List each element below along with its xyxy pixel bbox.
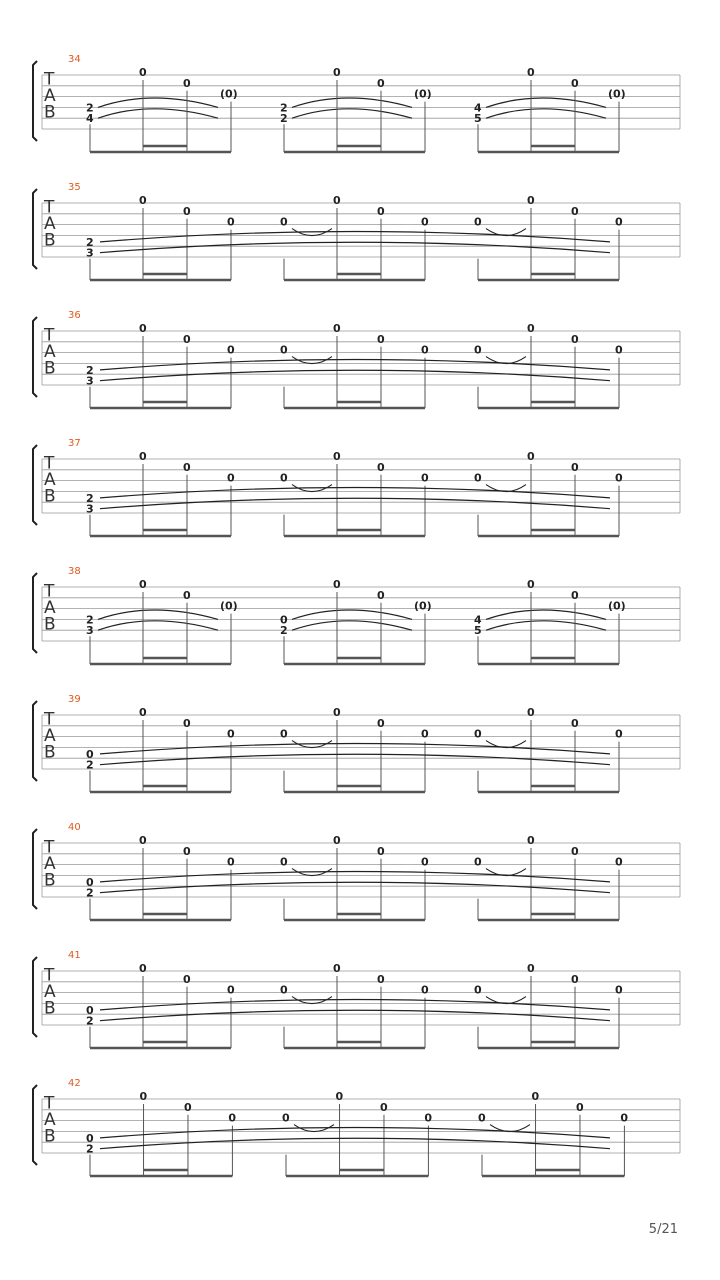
fret-number: 0 (571, 716, 579, 730)
tab-clef-letter-t: T (44, 197, 55, 218)
slur-arc (100, 1127, 610, 1137)
fret-number: 0 (527, 834, 535, 847)
fret-number: 0 (280, 727, 288, 741)
fret-number: 2 (86, 1142, 94, 1156)
fret-number: 0 (86, 747, 94, 761)
fret-number: 0 (527, 962, 535, 975)
fret-number: 4 (474, 101, 482, 115)
system-bracket (33, 957, 37, 1037)
fret-number: 0 (280, 471, 288, 485)
fret-number: 0 (527, 194, 535, 207)
fret-number: 0 (527, 578, 535, 591)
fret-number: 0 (333, 962, 341, 975)
tie-arc (98, 621, 218, 630)
tie-arc (292, 98, 412, 107)
fret-number: 0 (333, 450, 341, 463)
fret-number: 0 (227, 983, 235, 997)
fret-number: 0 (280, 613, 288, 627)
fret-number: 0 (183, 588, 191, 602)
fret-number: 0 (421, 215, 429, 229)
tab-clef-letter-t: T (44, 837, 55, 858)
system-bracket (33, 829, 37, 909)
fret-number: 0 (139, 450, 147, 463)
fret-number: 0 (86, 875, 94, 889)
fret-number: 0 (227, 471, 235, 485)
fret-number: 0 (139, 66, 147, 79)
fret-number: 0 (421, 471, 429, 485)
fret-number: 0 (227, 855, 235, 869)
fret-number: 0 (620, 1111, 629, 1125)
tie-arc (486, 109, 606, 118)
fret-number: 0 (227, 215, 235, 229)
tab-clef-letter-b: B (44, 358, 56, 379)
measure-number: 39 (68, 694, 81, 705)
tie-arc (292, 109, 412, 118)
fret-number: 0 (615, 343, 623, 357)
fret-number: 0 (421, 727, 429, 741)
slur-arc (100, 242, 610, 252)
tab-clef-letter-a: A (44, 470, 56, 491)
system-bracket (33, 189, 37, 269)
fret-number: 0 (377, 588, 385, 602)
fret-number: 0 (527, 66, 535, 79)
fret-number: 0 (474, 983, 482, 997)
tab-clef-letter-a: A (44, 342, 56, 363)
fret-number: (0) (608, 599, 626, 613)
tie-arc (486, 610, 606, 619)
fret-number: (0) (220, 87, 238, 101)
slur-arc (100, 370, 610, 380)
fret-number: 0 (571, 972, 579, 986)
fret-number: 0 (379, 1100, 388, 1114)
fret-number: 4 (474, 613, 482, 627)
tab-clef-letter-t: T (44, 325, 55, 346)
slur-arc (100, 487, 610, 497)
fret-number: 0 (421, 855, 429, 869)
tab-clef-letter-b: B (44, 998, 56, 1019)
fret-number: 0 (615, 471, 623, 485)
system-bracket (33, 445, 37, 525)
measure-number: 34 (68, 54, 81, 65)
fret-number: 0 (335, 1090, 344, 1103)
fret-number: 0 (333, 578, 341, 591)
fret-number: 0 (183, 716, 191, 730)
fret-number: 0 (139, 706, 147, 719)
fret-number: 0 (615, 983, 623, 997)
fret-number: 0 (527, 450, 535, 463)
tab-clef-letter-a: A (44, 214, 56, 235)
slur-arc (100, 498, 610, 508)
fret-number: 0 (280, 983, 288, 997)
measure-number: 37 (68, 438, 81, 449)
fret-number: 0 (139, 194, 147, 207)
tab-clef-letter-t: T (44, 965, 55, 986)
fret-number: 0 (424, 1111, 433, 1125)
tab-clef-letter-b: B (44, 486, 56, 507)
fret-number: 0 (377, 716, 385, 730)
measure-number: 36 (68, 310, 81, 321)
tie-arc (98, 109, 218, 118)
fret-number: 3 (86, 624, 94, 638)
fret-number: 0 (183, 204, 191, 218)
measure-number: 38 (68, 566, 81, 577)
fret-number: 0 (474, 215, 482, 229)
fret-number: 0 (139, 1090, 148, 1103)
tab-clef-letter-t: T (44, 1093, 55, 1114)
fret-number: 0 (139, 578, 147, 591)
tab-clef-letter-a: A (44, 854, 56, 875)
fret-number: 0 (139, 322, 147, 335)
fret-number: 0 (139, 834, 147, 847)
fret-number: 0 (615, 855, 623, 869)
fret-number: 0 (474, 727, 482, 741)
fret-number: 3 (86, 374, 94, 388)
tab-clef-letter-a: A (44, 982, 56, 1003)
system-bracket (33, 701, 37, 781)
fret-number: 0 (421, 343, 429, 357)
fret-number: 0 (183, 460, 191, 474)
system-bracket (33, 1085, 37, 1165)
fret-number: (0) (414, 599, 432, 613)
fret-number: 0 (377, 204, 385, 218)
fret-number: 5 (474, 112, 482, 126)
tie-arc (98, 98, 218, 107)
fret-number: 2 (280, 101, 288, 115)
measure-number: 40 (68, 822, 81, 833)
fret-number: 0 (333, 706, 341, 719)
system-bracket (33, 573, 37, 653)
fret-number: 0 (474, 471, 482, 485)
fret-number: 0 (86, 1003, 94, 1017)
slur-arc (100, 882, 610, 892)
slur-arc (100, 359, 610, 369)
fret-number: 0 (183, 972, 191, 986)
fret-number: 0 (377, 972, 385, 986)
fret-number: 0 (333, 194, 341, 207)
fret-number: (0) (220, 599, 238, 613)
slur-arc (100, 871, 610, 881)
fret-number: 0 (377, 76, 385, 90)
fret-number: 0 (183, 332, 191, 346)
tab-clef-letter-b: B (44, 1126, 56, 1147)
tab-clef-letter-a: A (44, 1110, 56, 1131)
tie-arc (292, 610, 412, 619)
fret-number: 3 (86, 502, 94, 516)
fret-number: 0 (571, 76, 579, 90)
tab-clef-letter-b: B (44, 870, 56, 891)
slur-arc (100, 999, 610, 1009)
fret-number: 0 (280, 215, 288, 229)
system-bracket (33, 61, 37, 141)
fret-number: 2 (86, 101, 94, 115)
fret-number: 0 (531, 1090, 540, 1103)
fret-number: 0 (227, 727, 235, 741)
fret-number: 0 (571, 844, 579, 858)
fret-number: 0 (478, 1111, 486, 1125)
page-number: 5/21 (648, 1222, 678, 1237)
fret-number: 0 (474, 343, 482, 357)
fret-number: 2 (86, 758, 94, 772)
fret-number: 5 (474, 624, 482, 638)
fret-number: 0 (333, 834, 341, 847)
fret-number: 4 (86, 112, 94, 126)
fret-number: 0 (86, 1131, 94, 1145)
fret-number: (0) (414, 87, 432, 101)
fret-number: 2 (86, 235, 94, 249)
fret-number: 0 (282, 1111, 290, 1125)
tie-arc (292, 621, 412, 630)
measure-number: 35 (68, 182, 81, 193)
fret-number: 0 (228, 1111, 237, 1125)
fret-number: 0 (183, 76, 191, 90)
slur-arc (100, 743, 610, 753)
fret-number: 0 (571, 460, 579, 474)
tie-arc (98, 610, 218, 619)
slur-arc (100, 754, 610, 764)
fret-number: 0 (377, 460, 385, 474)
tab-clef-letter-t: T (44, 709, 55, 730)
fret-number: 0 (615, 215, 623, 229)
fret-number: 2 (86, 886, 94, 900)
tab-clef-letter-a: A (44, 726, 56, 747)
tab-clef-letter-a: A (44, 598, 56, 619)
tab-clef-letter-t: T (44, 453, 55, 474)
fret-number: 0 (183, 1100, 192, 1114)
fret-number: 0 (474, 855, 482, 869)
fret-number: 0 (421, 983, 429, 997)
tie-arc (486, 621, 606, 630)
tab-clef-letter-b: B (44, 614, 56, 635)
fret-number: 0 (615, 727, 623, 741)
fret-number: 0 (527, 706, 535, 719)
tab-clef-letter-a: A (44, 86, 56, 107)
slur-arc (100, 1138, 610, 1148)
fret-number: 0 (227, 343, 235, 357)
fret-number: 0 (333, 322, 341, 335)
measure-number: 42 (68, 1078, 81, 1089)
fret-number: 0 (527, 322, 535, 335)
tab-clef-letter-b: B (44, 742, 56, 763)
fret-number: 2 (280, 112, 288, 126)
fret-number: 0 (333, 66, 341, 79)
fret-number: 0 (280, 855, 288, 869)
fret-number: 2 (86, 491, 94, 505)
tab-clef-letter-t: T (44, 69, 55, 90)
fret-number: 0 (280, 343, 288, 357)
tab-clef-letter-b: B (44, 102, 56, 123)
fret-number: 2 (86, 363, 94, 377)
fret-number: 0 (377, 332, 385, 346)
measure-number: 41 (68, 950, 81, 961)
fret-number: 0 (575, 1100, 584, 1114)
fret-number: 3 (86, 246, 94, 260)
tie-arc (486, 98, 606, 107)
fret-number: 2 (86, 1014, 94, 1028)
slur-arc (100, 231, 610, 241)
fret-number: 0 (377, 844, 385, 858)
fret-number: 0 (571, 332, 579, 346)
fret-number: (0) (608, 87, 626, 101)
system-bracket (33, 317, 37, 397)
fret-number: 0 (139, 962, 147, 975)
fret-number: 0 (183, 844, 191, 858)
fret-number: 0 (571, 588, 579, 602)
slur-arc (100, 1010, 610, 1020)
tab-clef-letter-b: B (44, 230, 56, 251)
fret-number: 2 (86, 613, 94, 627)
fret-number: 0 (571, 204, 579, 218)
fret-number: 2 (280, 624, 288, 638)
tab-clef-letter-t: T (44, 581, 55, 602)
